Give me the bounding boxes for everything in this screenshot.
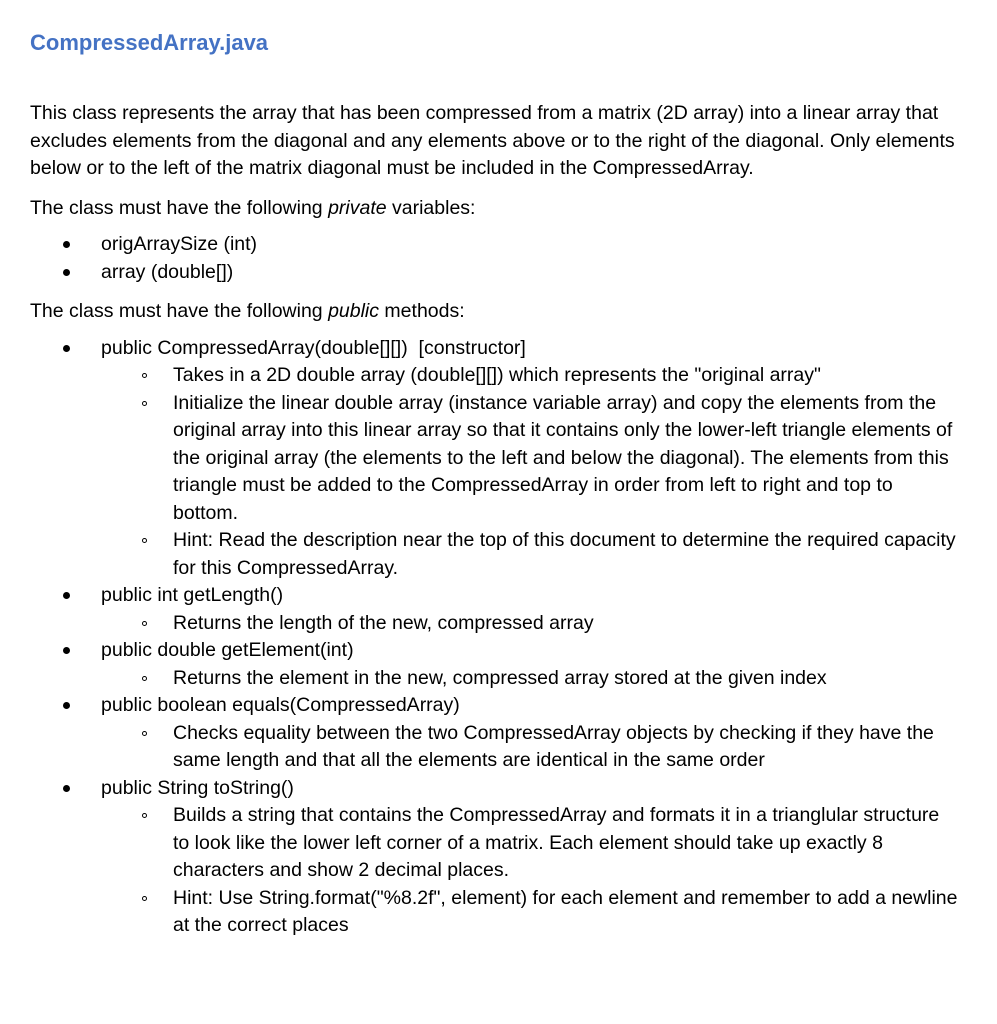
method-details [30, 802, 960, 940]
method-item-constructor [30, 335, 960, 583]
variables-heading-pre: The class must have the following [30, 196, 329, 219]
bullet-dot-icon [63, 345, 70, 352]
bullet-circle-icon [142, 813, 147, 818]
methods-heading-emphasis: public [328, 300, 380, 322]
method-details [30, 610, 960, 638]
method-detail [30, 390, 960, 528]
method-signature: public CompressedArray(double[][]) [constructor] [101, 336, 526, 359]
method-signature: public boolean equals(CompressedArray) [101, 694, 460, 716]
bullet-dot-icon [63, 241, 70, 248]
document-title: CompressedArray.java [30, 30, 269, 55]
bullet-circle-icon [142, 621, 147, 626]
variables-heading [30, 195, 960, 223]
method-item-equals [30, 692, 960, 775]
method-detail-text: Takes in a 2D double array (double[][]) which represents the "original array" [173, 364, 821, 386]
variables-heading-emphasis: private [328, 196, 387, 219]
bullet-circle-icon [142, 538, 147, 543]
methods-heading-pre: The class must have the following [30, 300, 329, 322]
method-detail-text: Checks equality between the two CompressedArray objects by checking if they have the same length and that all the elements are identical in the same order [173, 721, 934, 771]
method-item-getlength [30, 582, 960, 637]
document-page [30, 30, 960, 940]
method-signature: public String toString() [101, 776, 294, 799]
variables-list [30, 231, 960, 286]
method-details [30, 362, 960, 582]
bullet-dot-icon [63, 702, 70, 709]
bullet-circle-icon [142, 401, 147, 406]
method-details [30, 665, 960, 693]
method-detail-text: Returns the element in the new, compressed array stored at the given index [173, 666, 827, 689]
method-detail [30, 885, 960, 940]
method-signature: public double getElement(int) [101, 639, 354, 661]
variables-heading-post: variables: [386, 196, 476, 219]
method-item-getelement [30, 637, 960, 692]
method-detail [30, 527, 960, 582]
method-signature: public int getLength() [101, 584, 284, 606]
bullet-circle-icon [142, 373, 147, 378]
method-details [30, 720, 960, 775]
variable-text: array (double[]) [101, 260, 234, 283]
methods-list [30, 335, 960, 940]
method-detail [30, 665, 960, 693]
intro-paragraph: This class represents the array that has been compressed from a matrix (2D array) into a linear array that excludes elements from the diagonal and any elements above or to the right of the diagonal. Only elements below or to the left of the matrix diagonal must be included in the CompressedArray. [30, 102, 955, 179]
method-detail-text: Returns the length of the new, compressed array [173, 611, 594, 634]
bullet-circle-icon [142, 896, 147, 901]
variable-item [30, 231, 960, 259]
method-detail-text: Hint: Read the description near the top of this document to determine the required capacity for this CompressedArray. [173, 529, 956, 579]
method-detail [30, 610, 960, 638]
variable-text: origArraySize (int) [101, 233, 258, 255]
method-detail [30, 802, 960, 885]
method-detail [30, 720, 960, 775]
method-detail-text: Hint: Use String.format("%8.2f", element) for each element and remember to add a newline at the correct places [173, 886, 958, 936]
bullet-circle-icon [142, 676, 147, 681]
variable-item [30, 259, 960, 287]
method-detail-text: Builds a string that contains the CompressedArray and formats it in a trianglular structure to look like the lower left corner of a matrix. Each element should take up exactly 8 characters and show 2 decimal places. [173, 804, 940, 881]
method-item-tostring [30, 775, 960, 940]
methods-heading [30, 298, 960, 326]
method-detail-text: Initialize the linear double array (instance variable array) and copy the elements from the original array into this linear array so that it contains only the lower-left triangle elements of the original array (the elements to the left and below the diagonal). The elements from this triangle must be added to the CompressedArray in order from left to right and top to bottom. [173, 391, 953, 524]
bullet-dot-icon [63, 592, 70, 599]
bullet-dot-icon [63, 647, 70, 654]
methods-heading-post: methods: [379, 300, 465, 322]
bullet-dot-icon [63, 269, 70, 276]
method-detail [30, 362, 960, 390]
bullet-dot-icon [63, 785, 70, 792]
bullet-circle-icon [142, 731, 147, 736]
